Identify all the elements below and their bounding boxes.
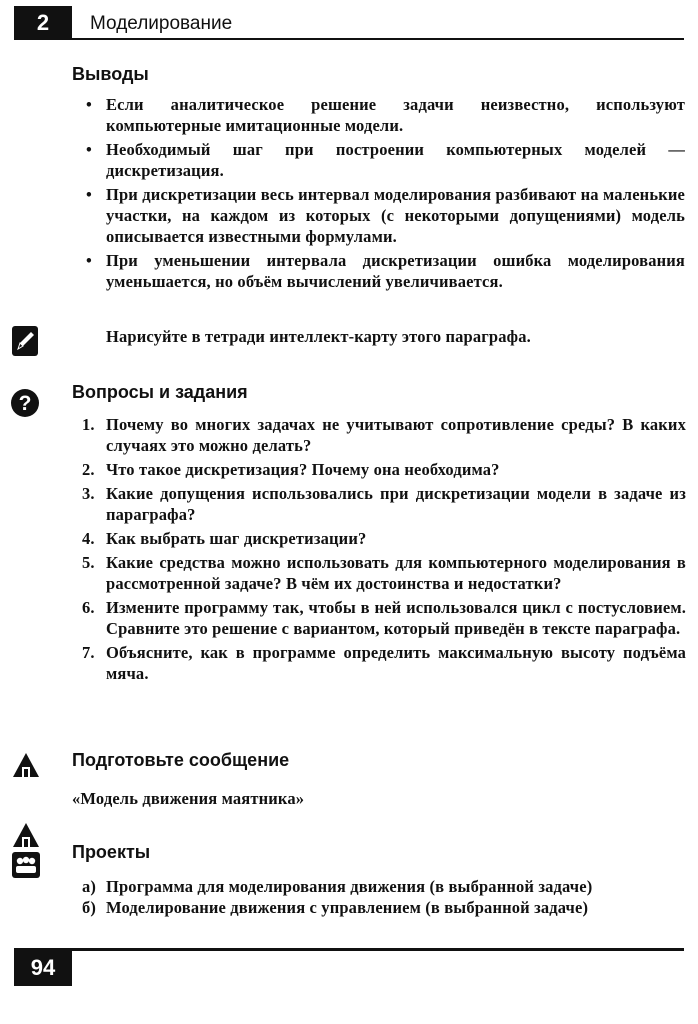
item-text: Измените программу так, чтобы в ней использовался цикл с постусловием. Сравните это решение с вариантом, который приведён в тексте параграфа.	[106, 598, 686, 638]
item-text: Что такое дискретизация? Почему она необходима?	[106, 460, 500, 479]
list-item	[82, 483, 686, 525]
item-number: 7.	[82, 643, 95, 662]
item-number: 2.	[82, 460, 95, 479]
page-number-badge	[14, 950, 72, 986]
question-icon	[10, 388, 40, 418]
item-letter: б)	[82, 898, 97, 917]
item-text: Объясните, как в программе определить максимальную высоту подъёма мяча.	[106, 643, 686, 683]
page-number: 94	[30, 955, 56, 980]
house-icon	[12, 822, 40, 848]
list-item	[82, 897, 686, 918]
chapter-number: 2	[36, 10, 50, 35]
projects-title: Проекты	[72, 842, 151, 862]
item-number: 1.	[82, 415, 95, 434]
item-number: 3.	[82, 484, 95, 503]
list-item	[82, 414, 686, 456]
list-item	[82, 642, 686, 684]
conclusions-list	[84, 94, 685, 295]
svg-text:?: ?	[18, 392, 32, 415]
item-text: Как выбрать шаг дискретизации?	[106, 529, 367, 548]
list-item: • Если аналитическое решение задачи неизвестно, используют компьютерные имитационные модели.	[84, 94, 685, 136]
item-text: Программа для моделирования движения (в выбранной задаче)	[106, 877, 593, 896]
chapter-number-badge	[14, 6, 72, 40]
item-number: 5.	[82, 553, 95, 572]
item-text: Почему во многих задачах не учитывают сопротивление среды? В каких случаях это можно делать?	[106, 415, 686, 455]
item-letter: а)	[82, 877, 97, 896]
notebook-task-text: Нарисуйте в тетради интеллект-карту этого параграфа.	[106, 327, 531, 346]
group-icon	[12, 852, 40, 878]
header-divider	[14, 38, 684, 40]
conclusions-title: Выводы	[72, 64, 149, 84]
chapter-title: Моделирование	[90, 13, 233, 34]
questions-list	[82, 414, 686, 687]
item-number: 6.	[82, 598, 95, 617]
projects-list	[82, 876, 686, 918]
item-text: Какие средства можно использовать для компьютерного моделирования в рассмотренной задаче? В чём их достоинства и недостатки?	[106, 553, 686, 593]
list-item	[82, 597, 686, 639]
list-item	[82, 459, 686, 480]
list-item	[82, 552, 686, 594]
list-item: • При дискретизации весь интервал моделирования разбивают на маленькие участки, на каждом из которых (с некоторыми допущениями) модель описывается известными формулами.	[84, 184, 685, 247]
footer-divider	[14, 948, 684, 951]
item-number: 4.	[82, 529, 95, 548]
report-title: Подготовьте сообщение	[72, 750, 290, 770]
pencil-notebook-icon	[12, 326, 38, 356]
list-item: • Необходимый шаг при построении компьютерных моделей — дискретизация.	[84, 139, 685, 181]
house-icon	[12, 752, 40, 778]
item-text: Какие допущения использовались при дискретизации модели в задаче из параграфа?	[106, 484, 686, 524]
list-item	[82, 528, 686, 549]
item-text: Моделирование движения с управлением (в выбранной задаче)	[106, 898, 589, 917]
list-item: • При уменьшении интервала дискретизации ошибка моделирования уменьшается, но объём вычислений увеличивается.	[84, 250, 685, 292]
questions-title: Вопросы и задания	[72, 382, 248, 402]
list-item	[82, 876, 686, 897]
report-topic: «Модель движения маятника»	[72, 789, 305, 808]
